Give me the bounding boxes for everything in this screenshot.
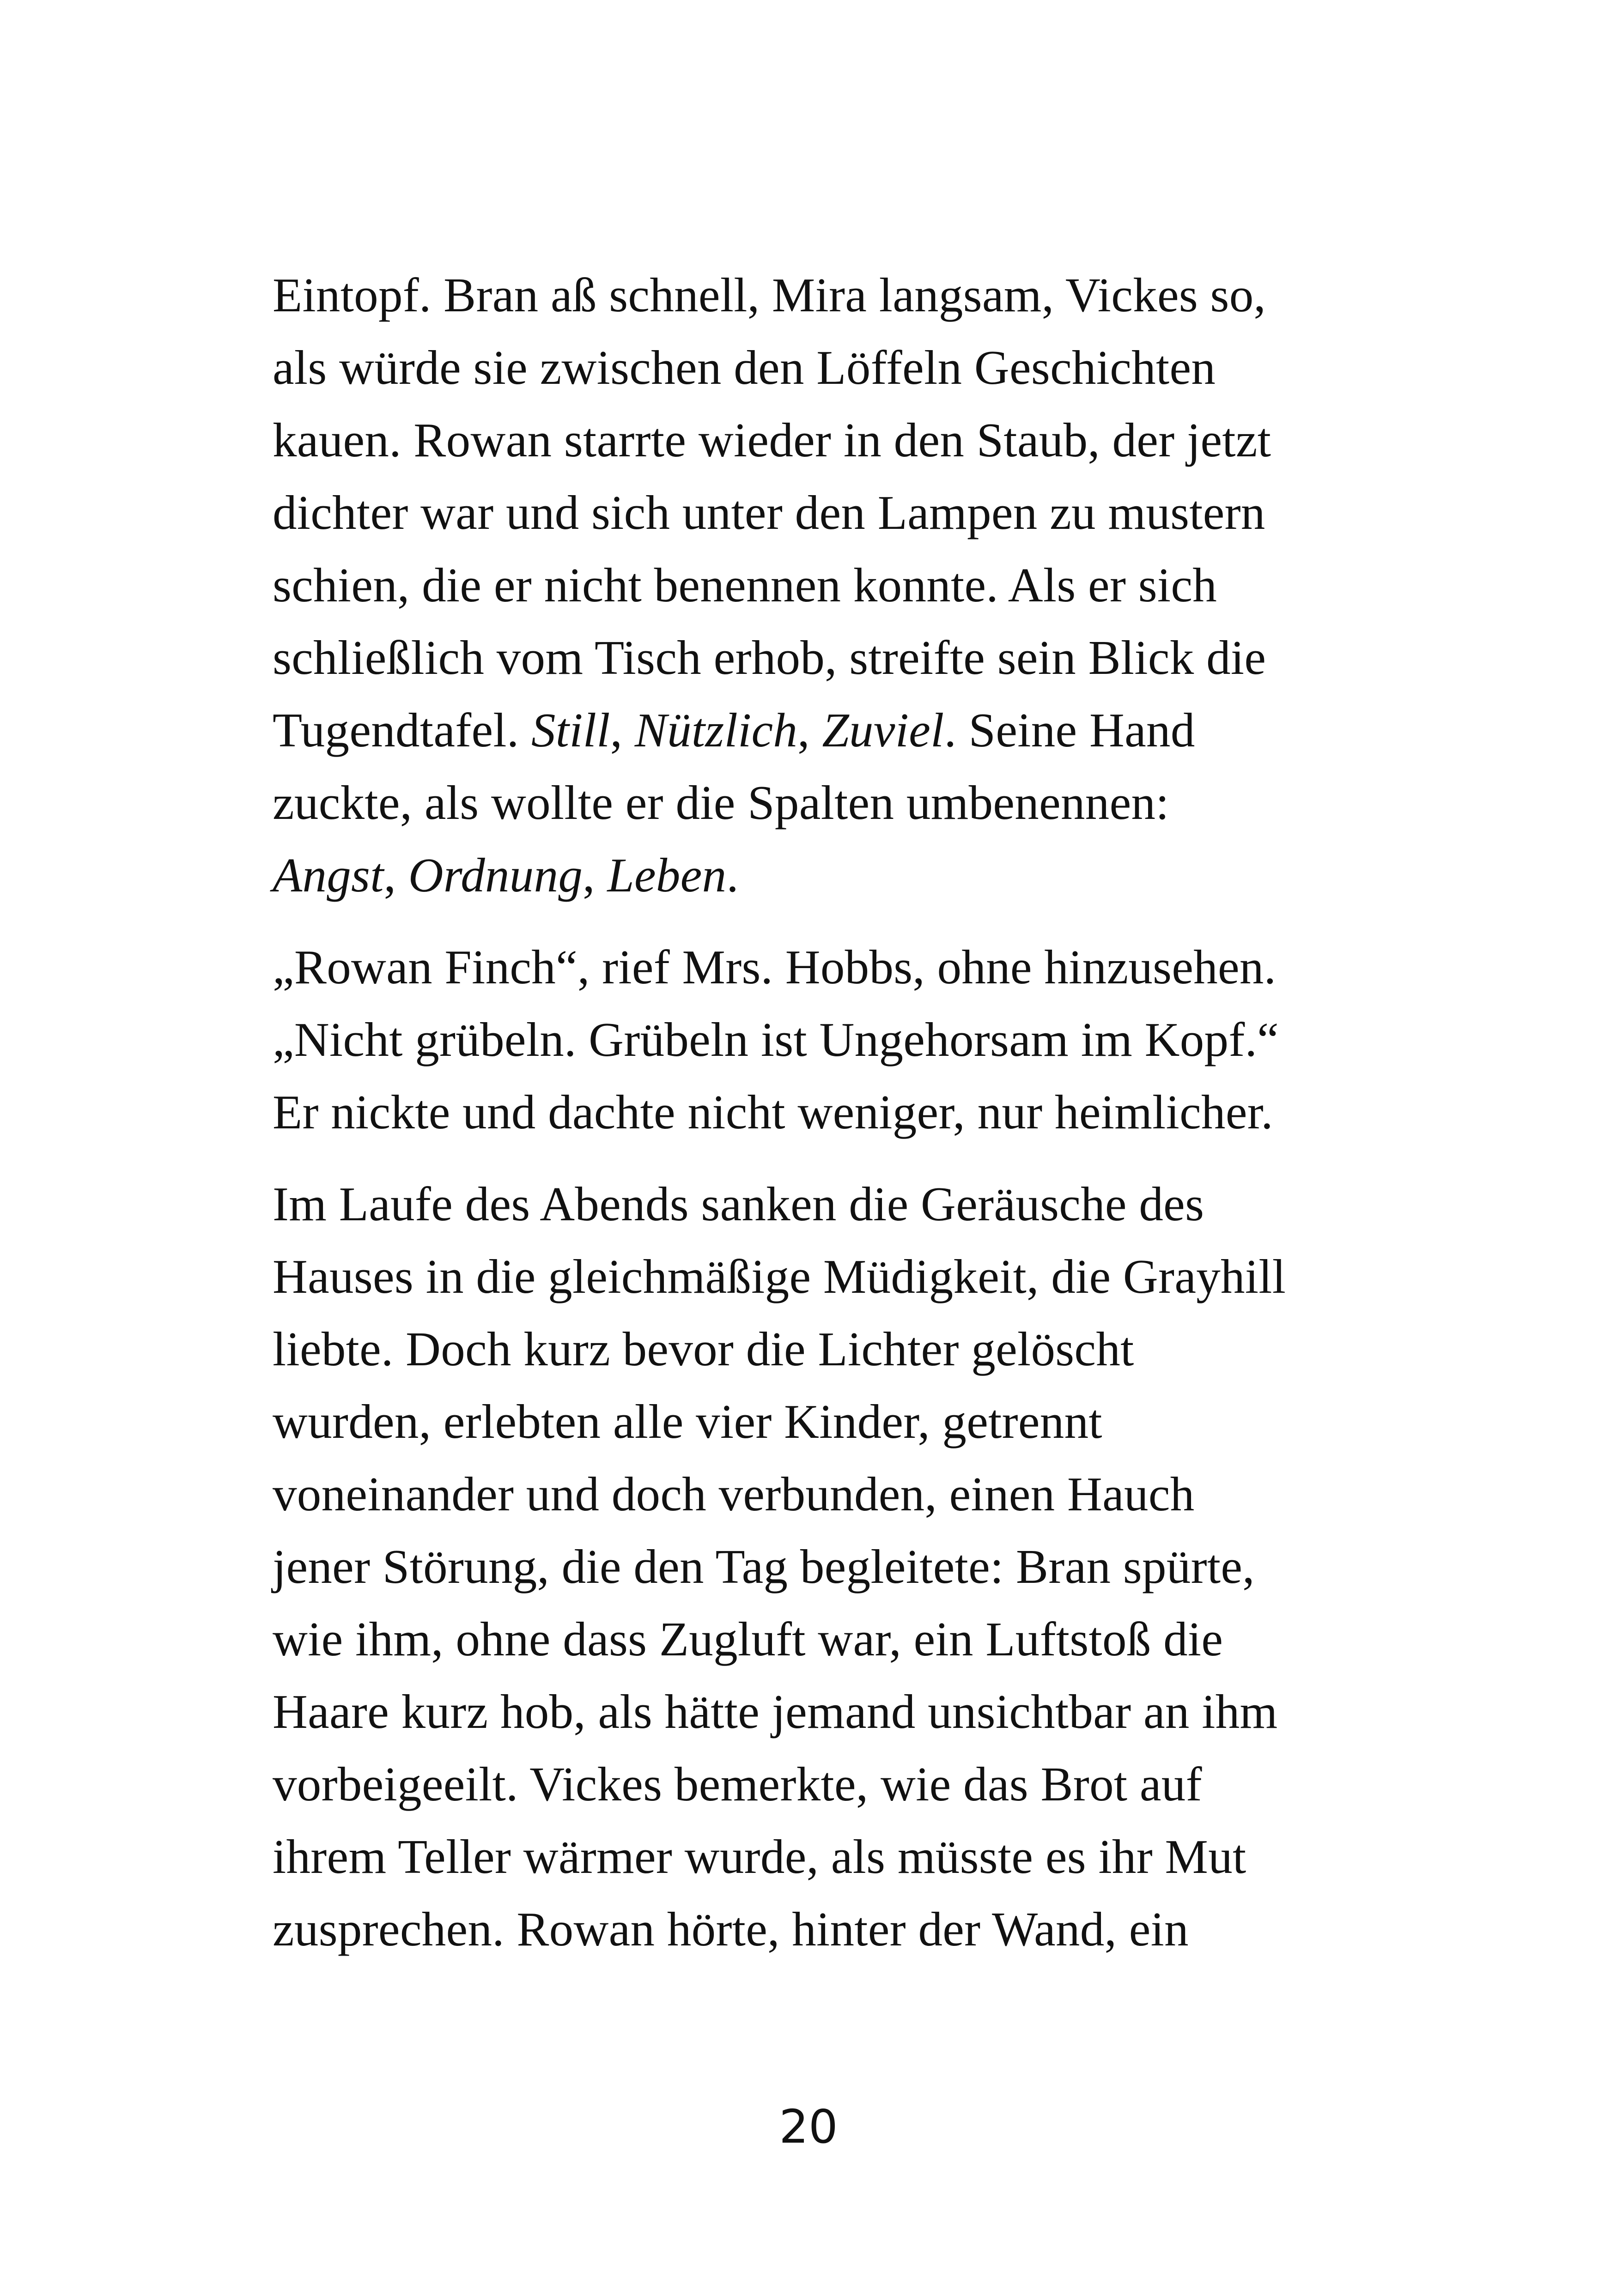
body-text: [273, 259, 1349, 1965]
text-line: als würde sie zwischen den Löffeln Geschichten: [273, 340, 1216, 394]
text-line-renamed-columns: [273, 839, 1349, 911]
paragraph-2: [273, 931, 1349, 1148]
text-line: kauen. Rowan starrte wieder in den Staub, der jetzt: [273, 413, 1271, 467]
text-line: Im Laufe des Abends sanken die Geräusche des: [273, 1177, 1204, 1231]
text-line: wurden, erlebten alle vier Kinder, getrennt: [273, 1394, 1102, 1448]
text-line: Er nickte und dachte nicht weniger, nur heimlicher.: [273, 1085, 1273, 1139]
italic-word-ordnung: Ordnung: [408, 848, 583, 902]
text-line: dichter war und sich unter den Lampen zu mustern: [273, 485, 1265, 539]
page-number: 20: [779, 2100, 838, 2154]
text-line: Hauses in die gleichmäßige Müdigkeit, die Grayhill: [273, 1249, 1286, 1303]
paragraph-3: [273, 1168, 1349, 1965]
text-line: zusprechen. Rowan hörte, hinter der Wand, ein: [273, 1902, 1189, 1956]
text-line: „Nicht grübeln. Grübeln ist Ungehorsam im Kopf.“: [273, 1012, 1279, 1066]
italic-word-zuviel: Zuviel: [822, 703, 944, 757]
text-line: zuckte, als wollte er die Spalten umbenennen:: [273, 775, 1169, 830]
separator: ,: [797, 703, 822, 757]
separator: ,: [583, 848, 608, 902]
italic-word-leben: Leben: [607, 848, 727, 902]
text-run: .: [726, 848, 739, 902]
text-run: Tugendtafel.: [273, 703, 531, 757]
text-run: . Seine Hand: [944, 703, 1195, 757]
italic-word-still: Still: [531, 703, 610, 757]
text-line: schien, die er nicht benennen konnte. Als er sich: [273, 558, 1217, 612]
italic-word-angst: Angst: [273, 848, 384, 902]
separator: ,: [610, 703, 635, 757]
text-line: Eintopf. Bran aß schnell, Mira langsam, Vickes so,: [273, 268, 1266, 322]
text-line: jener Störung, die den Tag begleitete: Bran spürte,: [273, 1539, 1255, 1593]
paragraph-1: [273, 259, 1349, 911]
italic-word-nuetzlich: Nützlich: [634, 703, 798, 757]
text-line: ihrem Teller wärmer wurde, als müsste es ihr Mut: [273, 1830, 1246, 1884]
text-line: schließlich vom Tisch erhob, streifte sein Blick die: [273, 630, 1266, 685]
text-line: voneinander und doch verbunden, einen Hauch: [273, 1467, 1195, 1521]
text-line: wie ihm, ohne dass Zugluft war, ein Luftstoß die: [273, 1612, 1223, 1666]
text-line: vorbeigeeilt. Vickes bemerkte, wie das Brot auf: [273, 1757, 1202, 1811]
text-line: Haare kurz hob, als hätte jemand unsichtbar an ihm: [273, 1684, 1278, 1739]
text-line: „Rowan Finch“, rief Mrs. Hobbs, ohne hinzusehen.: [273, 940, 1277, 994]
separator: ,: [383, 848, 408, 902]
text-line-virtue-board: [273, 694, 1349, 766]
text-line: liebte. Doch kurz bevor die Lichter gelöscht: [273, 1322, 1134, 1376]
